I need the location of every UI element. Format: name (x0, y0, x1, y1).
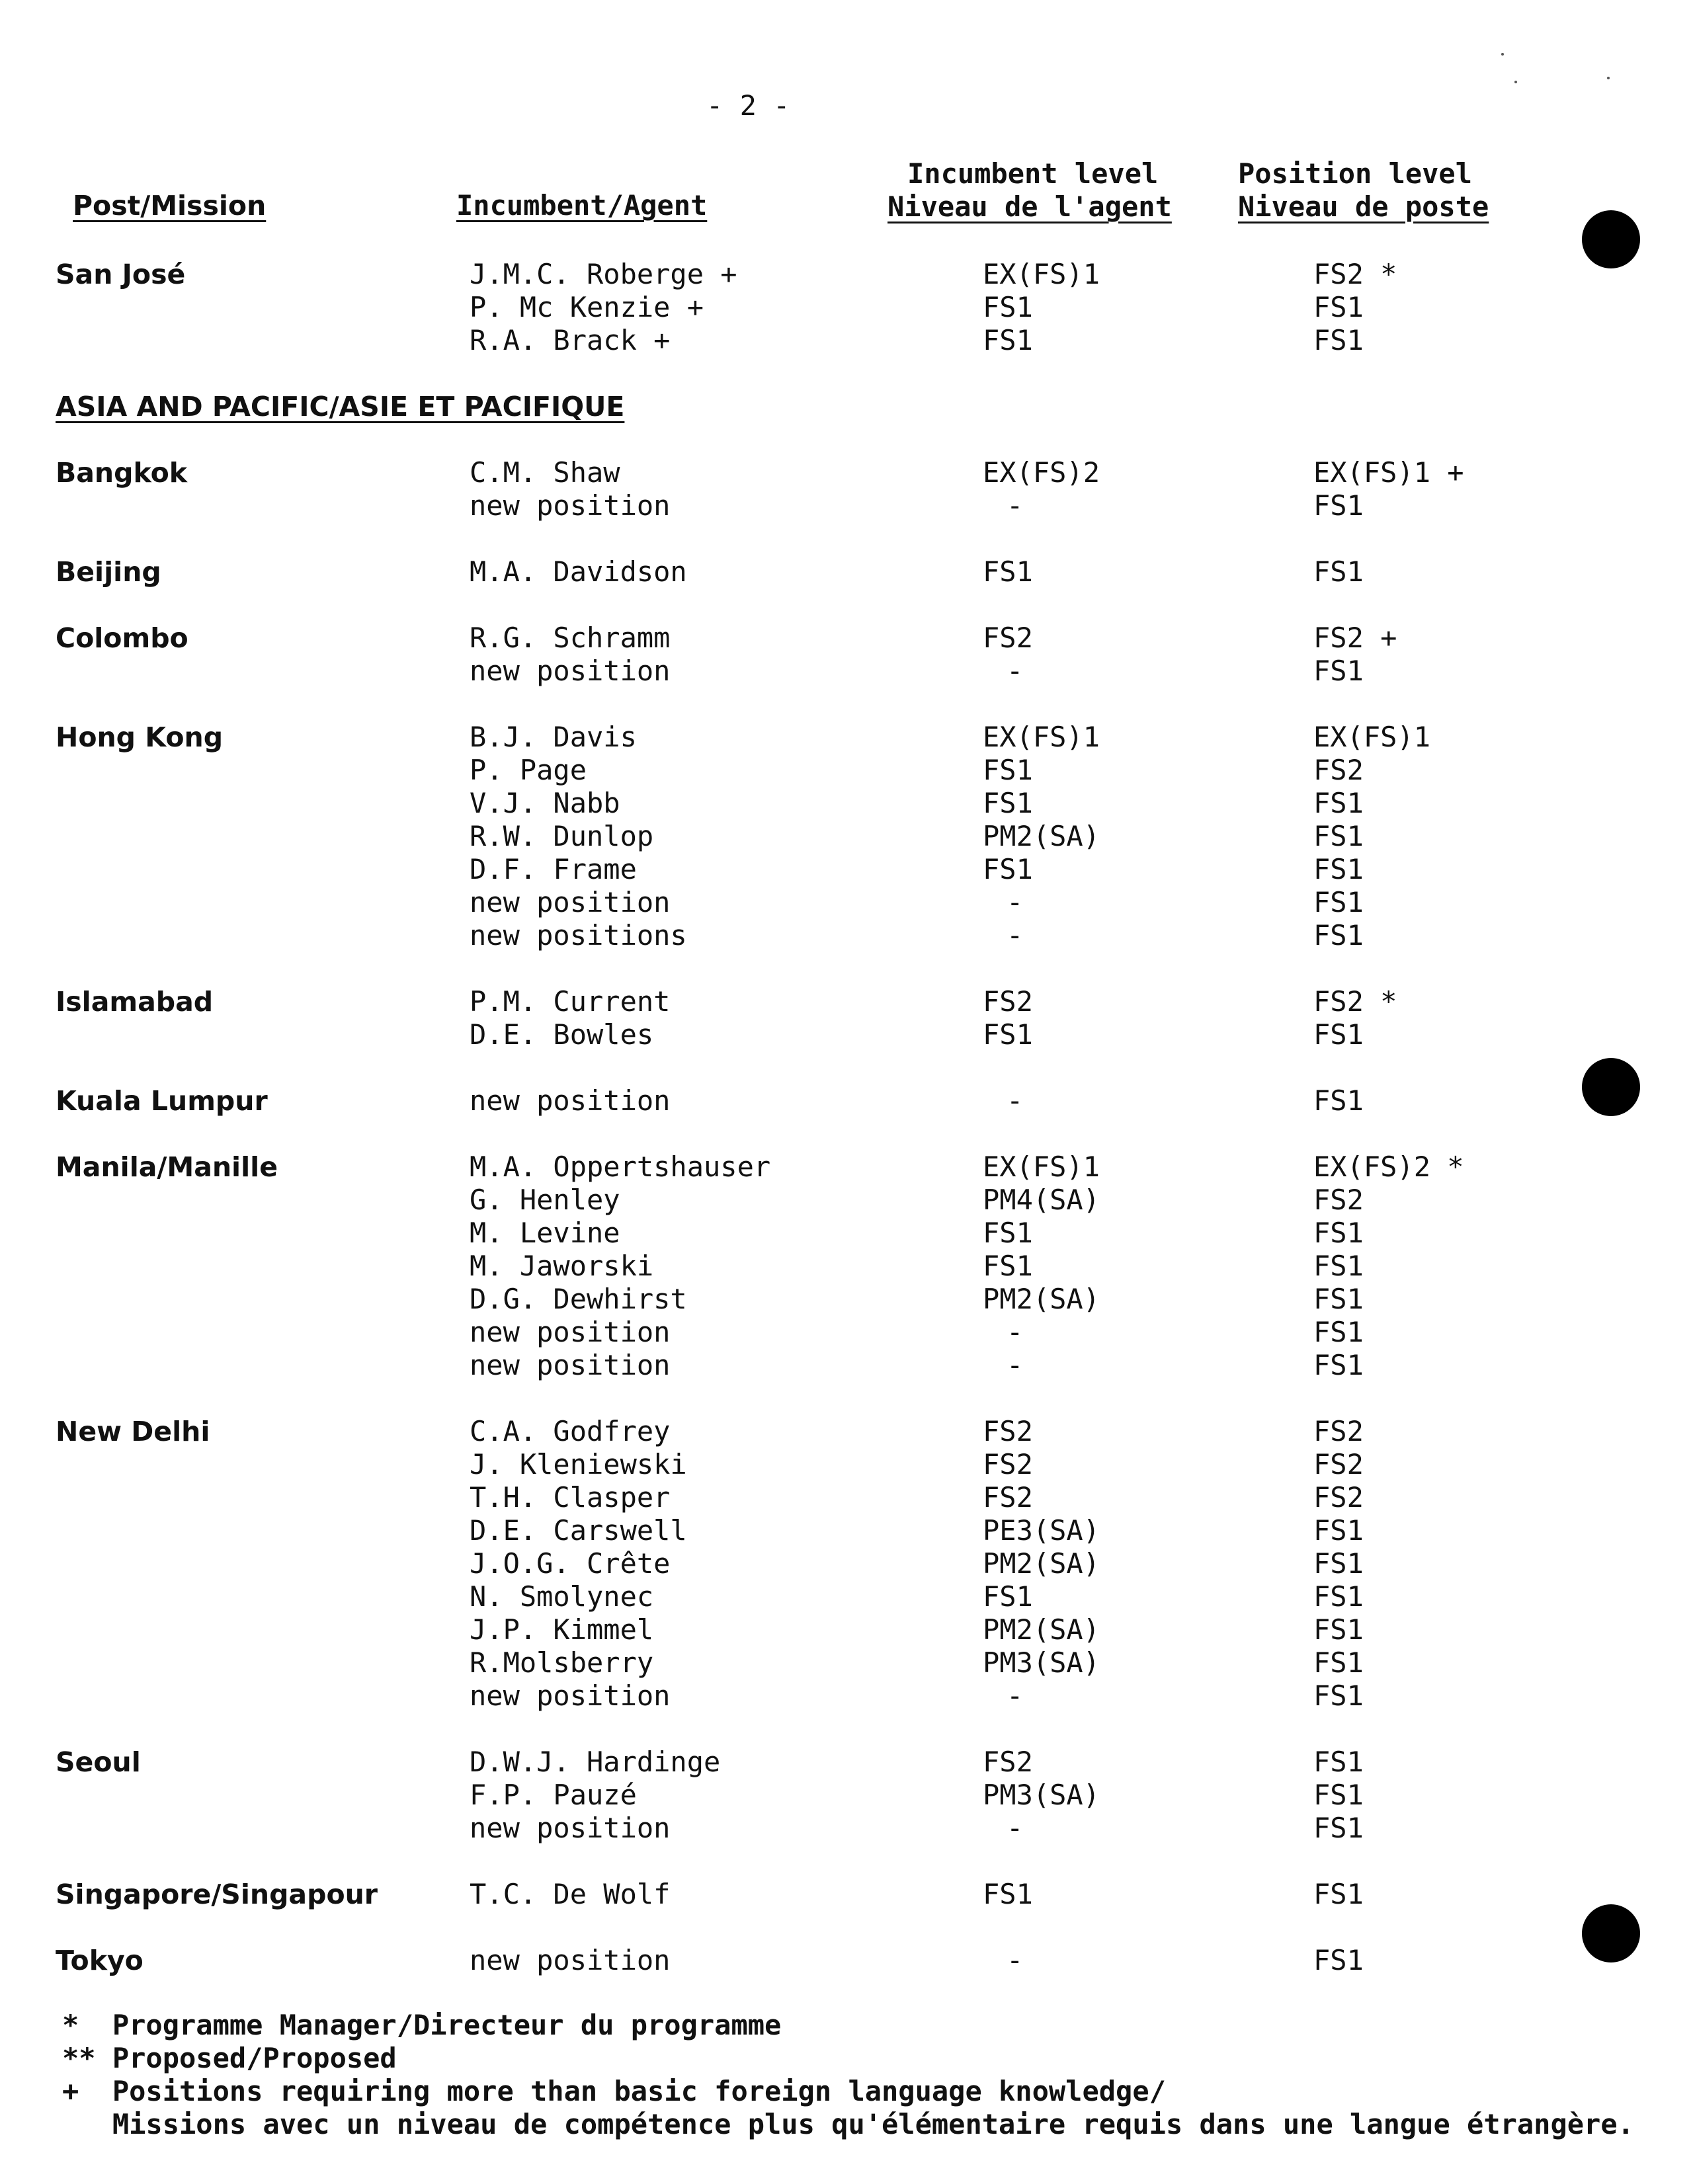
incumbent-name: C.M. Shaw (470, 456, 620, 489)
incumbent-name: D.G. Dewhirst (470, 1283, 687, 1315)
post-mission-name: Hong Kong (56, 721, 224, 753)
position-level: FS1 (1313, 1746, 1364, 1778)
incumbent-level: FS1 (983, 1250, 1033, 1282)
incumbent-level: FS1 (983, 555, 1033, 588)
position-level: FS1 (1313, 324, 1364, 356)
incumbent-name: new positions (470, 919, 687, 951)
position-level: FS2 * (1313, 258, 1397, 290)
incumbent-name: new position (470, 1812, 671, 1844)
header-post-mission: Post/Mission (73, 190, 267, 222)
post-mission-name: Singapore/Singapour (56, 1879, 378, 1910)
incumbent-name: V.J. Nabb (470, 787, 620, 819)
incumbent-level: EX(FS)2 (983, 456, 1100, 489)
incumbent-level: - (1007, 919, 1024, 951)
position-level: FS1 (1313, 1217, 1364, 1249)
incumbent-level: - (1007, 1316, 1024, 1348)
position-level: FS2 + (1313, 622, 1397, 654)
incumbent-level: FS1 (983, 1878, 1033, 1910)
incumbent-level: FS2 (983, 1746, 1033, 1778)
post-mission-name: San José (56, 259, 186, 290)
incumbent-name: new position (470, 1679, 671, 1712)
position-level: FS1 (1313, 1613, 1364, 1646)
incumbent-name: J.P. Kimmel (470, 1613, 654, 1646)
post-mission-name: Islamabad (56, 986, 214, 1018)
post-mission-name: Manila/Manille (56, 1151, 278, 1183)
incumbent-level: FS1 (983, 754, 1033, 786)
incumbent-name: J.M.C. Roberge + (470, 258, 737, 290)
incumbent-name: P. Page (470, 754, 587, 786)
post-mission-name: Bangkok (56, 457, 188, 489)
incumbent-name: new position (470, 886, 671, 918)
position-level: FS1 (1313, 1084, 1364, 1117)
footnote-proposed: ** Proposed/Proposed (62, 2042, 397, 2074)
footnote-language-en: + Positions requiring more than basic foreign language knowledge/ (62, 2075, 1166, 2107)
incumbent-name: R.Molsberry (470, 1646, 654, 1679)
incumbent-level: PM2(SA) (983, 1283, 1100, 1315)
position-level: FS1 (1313, 291, 1364, 323)
position-level: FS1 (1313, 1018, 1364, 1051)
incumbent-level: PM2(SA) (983, 820, 1100, 852)
position-level: FS1 (1313, 1878, 1364, 1910)
incumbent-level: FS1 (983, 1018, 1033, 1051)
incumbent-name: M.A. Oppertshauser (470, 1151, 771, 1183)
hole-punch-dot (1582, 210, 1640, 268)
incumbent-name: N. Smolynec (470, 1580, 654, 1613)
position-level: EX(FS)1 + (1313, 456, 1464, 489)
incumbent-name: B.J. Davis (470, 721, 637, 753)
incumbent-name: D.E. Bowles (470, 1018, 654, 1051)
incumbent-name: new position (470, 1316, 671, 1348)
incumbent-level: FS1 (983, 853, 1033, 885)
header-incumbent-level-en: Incumbent level (907, 157, 1159, 190)
scan-speck (1501, 53, 1504, 56)
incumbent-level: PM3(SA) (983, 1646, 1100, 1679)
incumbent-name: J. Kleniewski (470, 1448, 687, 1480)
incumbent-level: PM2(SA) (983, 1547, 1100, 1580)
incumbent-level: FS1 (983, 291, 1033, 323)
post-mission-name: Seoul (56, 1746, 141, 1778)
incumbent-level: FS2 (983, 1481, 1033, 1514)
incumbent-level: FS1 (983, 787, 1033, 819)
position-level: FS1 (1313, 1316, 1364, 1348)
post-mission-name: Colombo (56, 622, 188, 654)
page-number: - 2 - (706, 89, 790, 122)
position-level: FS1 (1313, 853, 1364, 885)
position-level: FS1 (1313, 655, 1364, 687)
header-position-level-en: Position level (1238, 157, 1473, 190)
incumbent-level: FS1 (983, 1580, 1033, 1613)
incumbent-level: - (1007, 489, 1024, 522)
incumbent-level: - (1007, 1812, 1024, 1844)
incumbent-level: - (1007, 1679, 1024, 1712)
position-level: FS1 (1313, 1646, 1364, 1679)
incumbent-level: FS2 (983, 622, 1033, 654)
scan-speck (1607, 77, 1610, 79)
incumbent-name: new position (470, 1944, 671, 1976)
position-level: EX(FS)1 (1313, 721, 1431, 753)
post-mission-name: Beijing (56, 556, 161, 588)
incumbent-name: P.M. Current (470, 985, 671, 1018)
position-level: FS1 (1313, 1779, 1364, 1811)
incumbent-name: new position (470, 1084, 671, 1117)
incumbent-level: EX(FS)1 (983, 1151, 1100, 1183)
position-level: FS2 (1313, 1184, 1364, 1216)
incumbent-level: FS2 (983, 1448, 1033, 1480)
scan-speck (1514, 81, 1517, 83)
header-position-level-fr: Niveau de poste (1238, 190, 1489, 223)
header-incumbent-level-fr: Niveau de l'agent (888, 190, 1172, 223)
incumbent-name: R.G. Schramm (470, 622, 671, 654)
post-mission-name: New Delhi (56, 1416, 210, 1447)
incumbent-level: PM4(SA) (983, 1184, 1100, 1216)
incumbent-level: FS2 (983, 985, 1033, 1018)
incumbent-name: T.H. Clasper (470, 1481, 671, 1514)
incumbent-name: G. Henley (470, 1184, 620, 1216)
position-level: FS2 (1313, 754, 1364, 786)
position-level: FS2 (1313, 1415, 1364, 1447)
hole-punch-dot (1582, 1904, 1640, 1962)
incumbent-level: - (1007, 1084, 1024, 1117)
position-level: FS1 (1313, 1547, 1364, 1580)
incumbent-name: P. Mc Kenzie + (470, 291, 704, 323)
incumbent-name: M. Levine (470, 1217, 620, 1249)
position-level: FS1 (1313, 1349, 1364, 1381)
post-mission-name: Kuala Lumpur (56, 1085, 268, 1117)
incumbent-name: F.P. Pauzé (470, 1779, 637, 1811)
position-level: FS1 (1313, 1812, 1364, 1844)
post-mission-name: Tokyo (56, 1945, 144, 1976)
incumbent-level: FS1 (983, 324, 1033, 356)
position-level: FS1 (1313, 787, 1364, 819)
incumbent-name: D.E. Carswell (470, 1514, 687, 1547)
position-level: FS1 (1313, 1250, 1364, 1282)
position-level: FS1 (1313, 1679, 1364, 1712)
incumbent-name: D.F. Frame (470, 853, 637, 885)
position-level: FS1 (1313, 1514, 1364, 1547)
incumbent-level: PM2(SA) (983, 1613, 1100, 1646)
position-level: FS2 * (1313, 985, 1397, 1018)
incumbent-name: T.C. De Wolf (470, 1878, 671, 1910)
section-heading-asia-pacific: ASIA AND PACIFIC/ASIE ET PACIFIQUE (56, 391, 625, 423)
position-level: FS1 (1313, 886, 1364, 918)
position-level: EX(FS)2 * (1313, 1151, 1464, 1183)
incumbent-name: new position (470, 489, 671, 522)
incumbent-name: D.W.J. Hardinge (470, 1746, 721, 1778)
incumbent-level: EX(FS)1 (983, 721, 1100, 753)
incumbent-level: - (1007, 1944, 1024, 1976)
incumbent-level: EX(FS)1 (983, 258, 1100, 290)
incumbent-level: FS1 (983, 1217, 1033, 1249)
incumbent-name: J.O.G. Crête (470, 1547, 671, 1580)
incumbent-name: new position (470, 655, 671, 687)
footnote-programme-manager: * Programme Manager/Directeur du programme (62, 2009, 782, 2041)
footnote-language-fr: Missions avec un niveau de compétence plus qu'élémentaire requis dans une langue étrangère. (62, 2108, 1634, 2140)
incumbent-name: C.A. Godfrey (470, 1415, 671, 1447)
incumbent-name: R.A. Brack + (470, 324, 671, 356)
position-level: FS1 (1313, 555, 1364, 588)
position-level: FS1 (1313, 489, 1364, 522)
incumbent-level: - (1007, 1349, 1024, 1381)
hole-punch-dot (1582, 1058, 1640, 1116)
position-level: FS1 (1313, 919, 1364, 951)
incumbent-name: M. Jaworski (470, 1250, 654, 1282)
position-level: FS1 (1313, 1283, 1364, 1315)
position-level: FS2 (1313, 1481, 1364, 1514)
incumbent-name: new position (470, 1349, 671, 1381)
position-level: FS1 (1313, 1944, 1364, 1976)
incumbent-name: R.W. Dunlop (470, 820, 654, 852)
incumbent-level: - (1007, 886, 1024, 918)
incumbent-name: M.A. Davidson (470, 555, 687, 588)
incumbent-level: FS2 (983, 1415, 1033, 1447)
incumbent-level: PM3(SA) (983, 1779, 1100, 1811)
incumbent-level: PE3(SA) (983, 1514, 1100, 1547)
position-level: FS1 (1313, 1580, 1364, 1613)
position-level: FS1 (1313, 820, 1364, 852)
incumbent-level: - (1007, 655, 1024, 687)
header-incumbent-agent: Incumbent/Agent (456, 189, 708, 222)
position-level: FS2 (1313, 1448, 1364, 1480)
